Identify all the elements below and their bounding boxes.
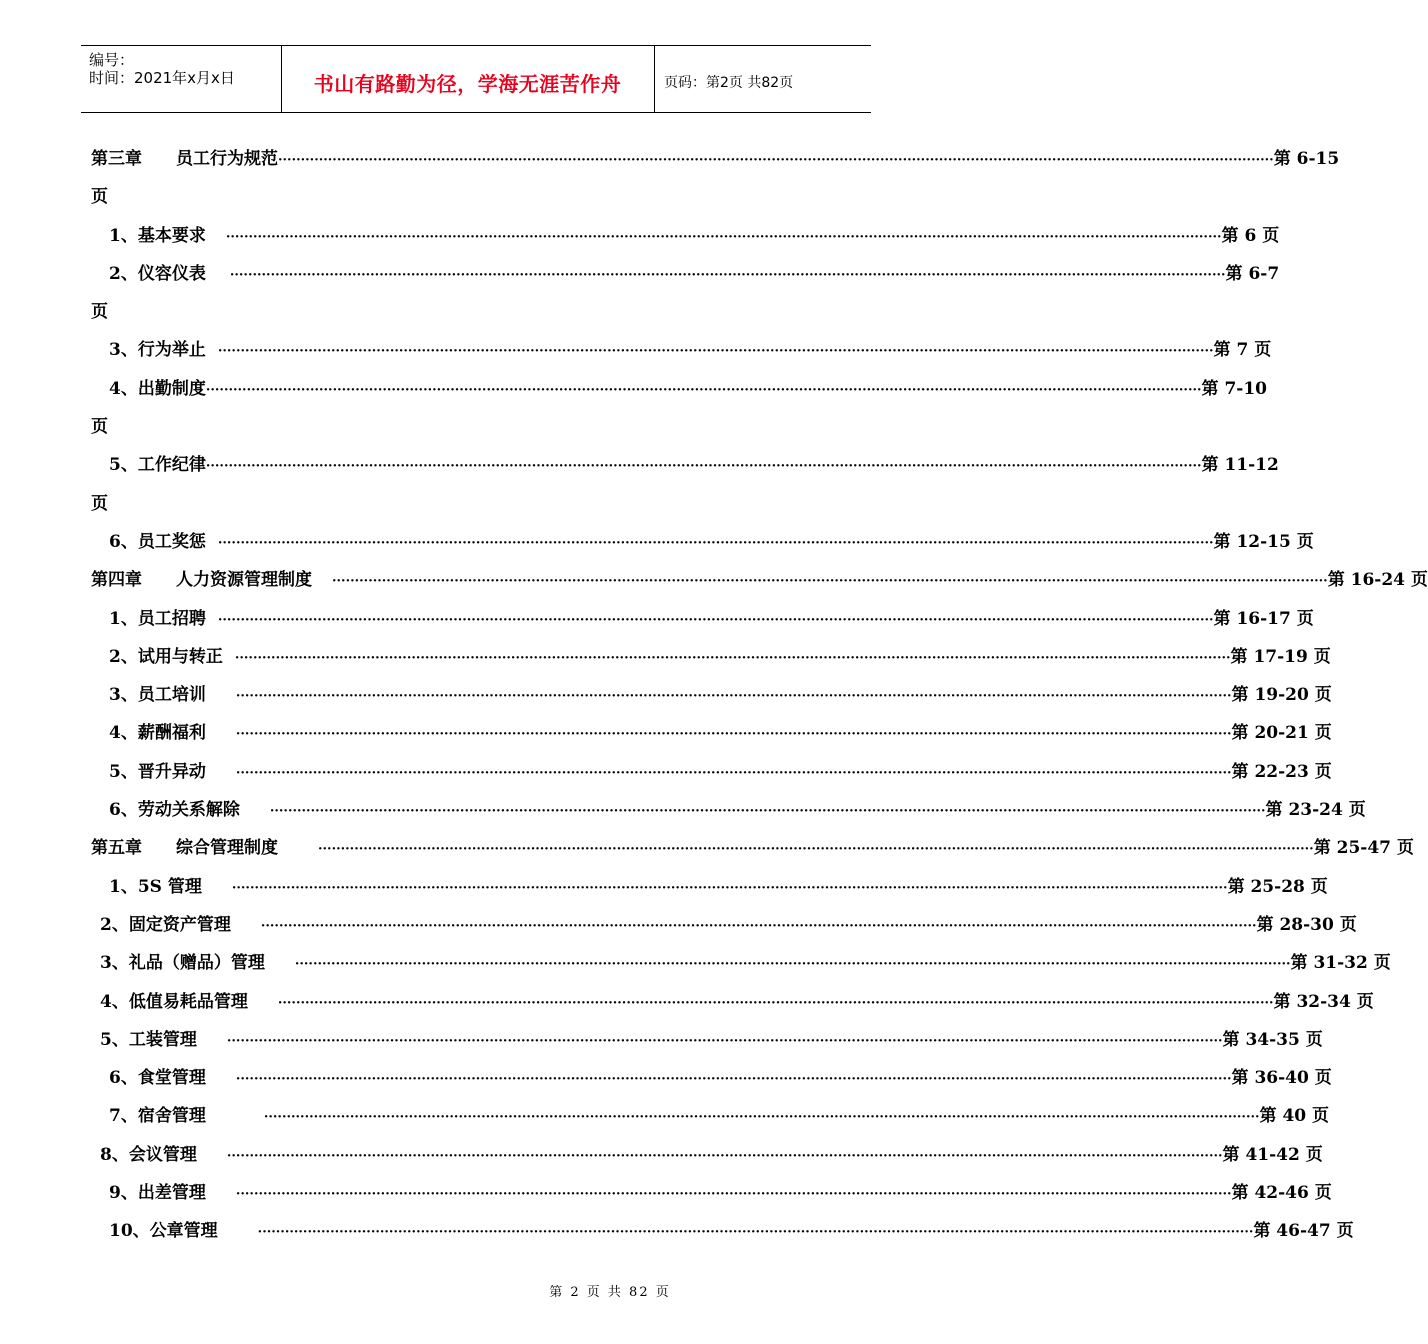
toc-entry-title: 2、试用与转正 [109, 646, 223, 667]
toc-leader-dots: ···························································································································································································································· [278, 153, 1274, 168]
header-page-cell [654, 46, 871, 112]
toc-entry-page: 第 23-24 页 [1265, 800, 1366, 821]
header-meta-cell [81, 46, 282, 112]
toc-entry[interactable] [91, 1136, 1323, 1174]
toc-leader-dots: ···························································································································································································································· [235, 689, 1232, 705]
page-footer [0, 1281, 950, 1300]
toc-leader-dots: ···························································································································································································································· [235, 727, 1232, 743]
toc-entry-page: 第 36-40 页 [1231, 1068, 1332, 1089]
toc-entry-title: 8、会议管理 [100, 1144, 197, 1165]
toc-leader-dots: ···························································································································································································································· [235, 1187, 1232, 1203]
toc-entry[interactable] [91, 370, 1268, 408]
toc-leader-dots: ···························································································································································································································· [294, 957, 1291, 973]
toc-entry[interactable] [91, 1021, 1323, 1059]
toc-entry[interactable] [91, 638, 1331, 676]
toc-entry[interactable] [91, 561, 1428, 599]
toc-entry[interactable] [91, 523, 1314, 561]
toc-entry[interactable] [91, 1174, 1332, 1212]
time-label: 时间：2021年x月x日 [89, 69, 235, 87]
toc-entry[interactable] [91, 944, 1391, 982]
toc-leader-dots: ···························································································································································································································· [217, 344, 1214, 360]
toc-leader-dots: ···························································································································································································································· [235, 1072, 1232, 1088]
toc-entry[interactable] [91, 829, 1414, 867]
toc-entry-title: 第三章 员工行为规范 [91, 149, 278, 169]
toc-entry-title: 5、工装管理 [100, 1029, 197, 1050]
toc-entry-title: 6、员工奖惩 [109, 531, 206, 552]
toc-entry-title: 3、员工培训 [109, 685, 206, 706]
toc-entry-title: 6、食堂管理 [109, 1068, 206, 1089]
toc-entry-title: 2、固定资产管理 [100, 914, 231, 935]
header-motto-cell [281, 46, 655, 112]
toc-entry-title: 9、出差管理 [109, 1183, 206, 1204]
toc-entry[interactable] [91, 1097, 1330, 1135]
toc-entry-title: 3、行为举止 [109, 340, 206, 361]
toc-entry-page: 第 12-15 页 [1213, 531, 1314, 552]
toc-leader-dots: ···························································································································································································································· [318, 842, 1314, 858]
toc-entry-page: 第 20-21 页 [1231, 723, 1332, 744]
toc-entry-title: 2、仪容仪表 [109, 263, 206, 284]
toc-entry-page: 第 40 页 [1259, 1106, 1330, 1127]
toc-entry-title: 1、基本要求 [109, 225, 206, 246]
toc-entry-title: 3、礼品（赠品）管理 [100, 953, 265, 974]
toc-entry[interactable] [91, 791, 1366, 829]
toc-entry[interactable] [91, 868, 1328, 906]
toc-leader-dots: ···························································································································································································································· [269, 804, 1266, 820]
toc-entry-title: 第四章 人力资源管理制度 [91, 570, 312, 591]
toc-entry-page: 第 19-20 页 [1231, 685, 1332, 706]
toc-leader-dots: ···························································································································································································································· [217, 535, 1214, 551]
toc-entry-page: 第 6-15 [1273, 149, 1340, 169]
toc-leader-dots: ···························································································································································································································· [205, 459, 1202, 475]
toc-entry-title: 5、工作纪律 [109, 455, 206, 476]
toc-entry[interactable] [91, 1212, 1354, 1250]
toc-leader-dots: ···························································································································································································································· [231, 880, 1228, 896]
toc-entry-page-continuation: 页 [91, 493, 108, 514]
toc-entry[interactable] [91, 217, 1280, 255]
toc-entry-title: 6、劳动关系解除 [109, 800, 240, 821]
toc-entry[interactable] [91, 446, 1279, 484]
toc-leader-dots: ···························································································································································································································· [225, 229, 1222, 245]
toc-leader-dots: ···························································································································································································································· [260, 918, 1257, 934]
toc-entry-page-continuation: 页 [91, 417, 108, 438]
toc-entry-page: 第 32-34 页 [1273, 991, 1374, 1012]
motto-text: 书山有路勤为径，学海无涯苦作舟 [313, 72, 622, 96]
toc-leader-dots: ···························································································································································································································· [205, 382, 1202, 398]
toc-entry-title: 5、晋升异动 [109, 761, 206, 782]
toc-entry-page-continuation: 页 [91, 187, 108, 208]
toc-entry-page: 第 25-47 页 [1313, 838, 1414, 859]
toc-entry-title: 1、员工招聘 [109, 608, 206, 629]
toc-leader-dots: ···························································································································································································································· [229, 267, 1226, 283]
toc-entry[interactable] [91, 906, 1357, 944]
header-page-info: 页码：第2页 共82页 [664, 75, 794, 91]
toc-entry-page: 第 28-30 页 [1256, 914, 1357, 935]
toc-entry[interactable] [91, 600, 1314, 638]
toc-entry[interactable] [91, 331, 1272, 369]
toc-entry-page: 第 41-42 页 [1222, 1144, 1323, 1165]
toc-leader-dots: ···························································································································································································································· [226, 1033, 1223, 1049]
toc-leader-dots: ···························································································································································································································· [226, 1148, 1223, 1164]
toc-leader-dots: ···························································································································································································································· [257, 1225, 1254, 1241]
toc-entry-page: 第 22-23 页 [1231, 761, 1332, 782]
toc-entry[interactable] [91, 255, 1280, 293]
toc-entry-title: 4、薪酬福利 [109, 723, 206, 744]
toc-entry-page: 第 6-7 [1225, 263, 1280, 284]
toc-entry[interactable] [91, 983, 1374, 1021]
toc-entry-page: 第 34-35 页 [1222, 1029, 1323, 1050]
toc-entry-page: 第 25-28 页 [1227, 876, 1328, 897]
document-header [81, 45, 871, 113]
toc-entry-title: 7、宿舍管理 [109, 1106, 206, 1127]
toc-entry-title: 第五章 综合管理制度 [91, 838, 278, 859]
toc-leader-dots: ···························································································································································································································· [332, 574, 1328, 590]
toc-leader-dots: ···························································································································································································································· [263, 1110, 1260, 1126]
toc-leader-dots: ···························································································································································································································· [235, 765, 1232, 781]
toc-entry-page: 第 31-32 页 [1290, 953, 1391, 974]
toc-entry-page: 第 16-17 页 [1213, 608, 1314, 629]
toc-entry-page: 第 7-10 [1201, 378, 1268, 399]
number-label: 编号： [89, 51, 135, 69]
toc-entry-page: 第 17-19 页 [1230, 646, 1331, 667]
toc-entry-page-continuation: 页 [91, 302, 108, 323]
toc-entry-page: 第 7 页 [1213, 340, 1272, 361]
toc-entry-page: 第 6 页 [1221, 225, 1280, 246]
toc-leader-dots: ···························································································································································································································· [277, 995, 1274, 1011]
toc-entry-title: 1、5S 管理 [109, 876, 202, 897]
toc-entry[interactable] [91, 753, 1332, 791]
toc-entry-page: 第 46-47 页 [1253, 1221, 1354, 1242]
toc-entry-page: 第 16-24 页 [1327, 570, 1428, 591]
footer-page-number: 第 2 页 共 82 页 [549, 1285, 671, 1300]
toc-entry-title: 10、公章管理 [109, 1221, 218, 1242]
toc-entry-title: 4、出勤制度 [109, 378, 206, 399]
toc-entry[interactable] [91, 1059, 1332, 1097]
toc-leader-dots: ···························································································································································································································· [234, 650, 1231, 666]
table-of-contents [91, 140, 1428, 1251]
toc-entry-title: 4、低值易耗品管理 [100, 991, 248, 1012]
toc-entry[interactable] [91, 140, 1340, 178]
toc-entry-page: 第 11-12 [1201, 455, 1279, 476]
toc-leader-dots: ···························································································································································································································· [217, 612, 1214, 628]
toc-entry[interactable] [91, 714, 1332, 752]
toc-entry-page: 第 42-46 页 [1231, 1183, 1332, 1204]
toc-entry[interactable] [91, 676, 1332, 714]
